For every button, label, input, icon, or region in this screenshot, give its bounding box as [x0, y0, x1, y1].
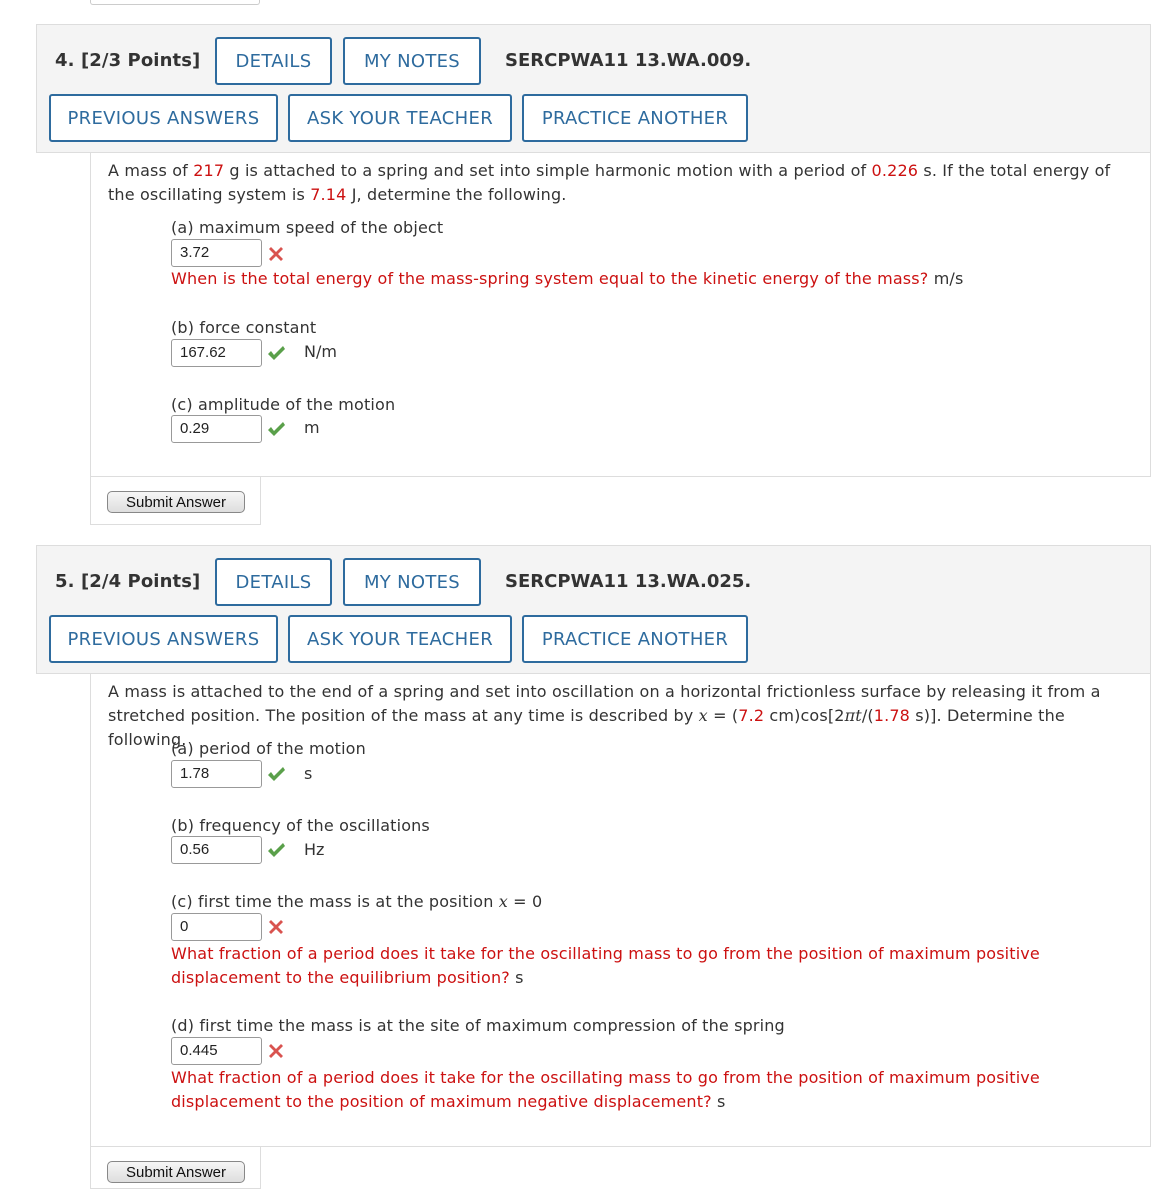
my-notes-button[interactable]: MY NOTES: [343, 37, 481, 85]
part-a-answer-input[interactable]: 1.78: [171, 760, 262, 788]
ask-your-teacher-button[interactable]: ASK YOUR TEACHER: [288, 94, 512, 142]
part-c-label: (c) amplitude of the motion: [171, 395, 396, 414]
practice-another-button[interactable]: PRACTICE ANOTHER: [522, 615, 748, 663]
question-4-code: SERCPWA11 13.WA.009.: [505, 50, 752, 71]
part-d-label: (d) first time the mass is at the site of maximum compression of the spring: [171, 1016, 785, 1035]
part-c-hint: What fraction of a period does it take for the oscillating mass to go from the position of maximum positive displacement to the equilibrium position? s: [171, 944, 1040, 987]
practice-another-button[interactable]: PRACTICE ANOTHER: [522, 94, 748, 142]
part-c-answer-input[interactable]: 0: [171, 913, 262, 941]
question-5-title: 5. [2/4 Points]: [55, 571, 201, 592]
question-5-code: SERCPWA11 13.WA.025.: [505, 571, 752, 592]
check-mark-icon: [266, 840, 286, 860]
part-a-unit: s: [304, 764, 313, 783]
question-4-prompt: A mass of 217 g is attached to a spring and set into simple harmonic motion with a period of 0.226 s. If the total energy of the oscillating system is 7.14 J, determine the following.: [108, 161, 1111, 204]
my-notes-button[interactable]: MY NOTES: [343, 558, 481, 606]
question-4-body: [90, 153, 1151, 477]
question-5-submit-area: [90, 1147, 261, 1189]
part-d-unit: s: [717, 1092, 726, 1111]
part-c-answer-input[interactable]: 0.29: [171, 415, 262, 443]
question-4-header: [36, 24, 1151, 153]
part-c-unit: s: [515, 968, 524, 987]
part-a-hint: When is the total energy of the mass-spring system equal to the kinetic energy of the mass? m/s: [171, 269, 964, 288]
check-mark-icon: [266, 764, 286, 784]
question-5-body: [90, 674, 1151, 1147]
x-mark-icon: [266, 1041, 286, 1061]
question-4-submit-area: [90, 477, 261, 525]
question-4-title: 4. [2/3 Points]: [55, 50, 201, 71]
part-c-label: (c) first time the mass is at the position x = 0: [171, 892, 543, 911]
details-button[interactable]: DETAILS: [215, 37, 332, 85]
submit-answer-button[interactable]: Submit Answer: [107, 1161, 245, 1183]
previous-answers-button[interactable]: PREVIOUS ANSWERS: [49, 94, 278, 142]
part-a-label: (a) period of the motion: [171, 739, 366, 758]
submit-answer-button[interactable]: Submit Answer: [107, 491, 245, 513]
part-b-unit: Hz: [304, 840, 325, 859]
question-5-prompt: A mass is attached to the end of a spring and set into oscillation on a horizontal frictionless surface by releasing it from a stretched position. The position of the mass at any time is described by x = (7.2 cm)cos[2πt/(1.78 s)]. Determine the following.: [108, 682, 1101, 749]
details-button[interactable]: DETAILS: [215, 558, 332, 606]
x-mark-icon: [266, 244, 286, 264]
question-5-header: [36, 545, 1151, 674]
part-b-label: (b) force constant: [171, 318, 317, 337]
part-a-unit: m/s: [933, 269, 964, 288]
check-mark-icon: [266, 343, 286, 363]
part-b-label: (b) frequency of the oscillations: [171, 816, 430, 835]
part-b-answer-input[interactable]: 167.62: [171, 339, 262, 367]
part-d-hint: What fraction of a period does it take for the oscillating mass to go from the position of maximum positive displacement to the position of maximum negative displacement? s: [171, 1068, 1040, 1111]
part-d-answer-input[interactable]: 0.445: [171, 1037, 262, 1065]
part-b-unit: N/m: [304, 342, 337, 361]
previous-submit-stub: [90, 0, 260, 5]
part-a-label: (a) maximum speed of the object: [171, 218, 444, 237]
ask-your-teacher-button[interactable]: ASK YOUR TEACHER: [288, 615, 512, 663]
part-c-unit: m: [304, 418, 320, 437]
part-a-answer-input[interactable]: 3.72: [171, 239, 262, 267]
x-mark-icon: [266, 917, 286, 937]
previous-answers-button[interactable]: PREVIOUS ANSWERS: [49, 615, 278, 663]
check-mark-icon: [266, 419, 286, 439]
part-b-answer-input[interactable]: 0.56: [171, 836, 262, 864]
